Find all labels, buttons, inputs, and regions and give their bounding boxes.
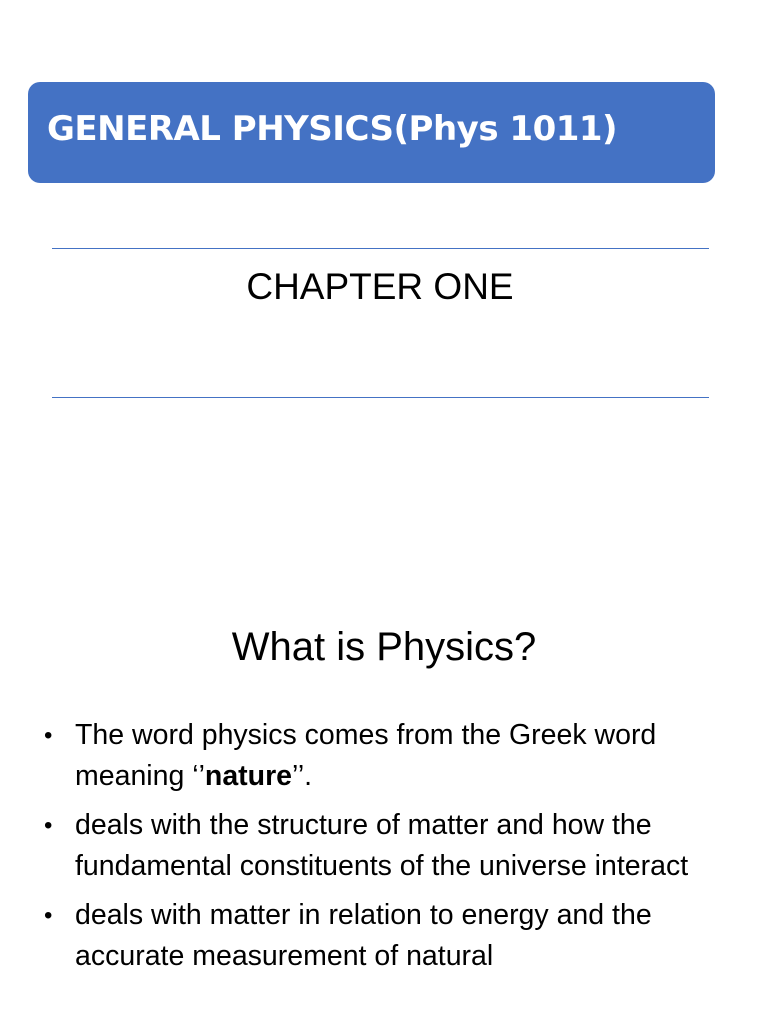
bullet-item	[40, 895, 740, 977]
bullet-text-before: The word physics comes from the Greek word meaning ‘’	[75, 719, 657, 792]
bullet-text-after: ’’.	[292, 760, 313, 792]
title-banner	[28, 82, 715, 183]
bullet-item	[40, 805, 740, 887]
chapter-title: CHAPTER ONE	[246, 266, 514, 307]
bullet-marker: •	[44, 812, 53, 839]
bullet-text-bold: nature	[204, 760, 293, 792]
bullet-text: deals with matter in relation to energy and the accurate measurement of natural	[75, 899, 652, 972]
top-divider	[52, 248, 709, 249]
bullet-text: deals with the structure of matter and how the fundamental constituents of the universe interact	[75, 809, 689, 882]
course-title: GENERAL PHYSICS(Phys 1011)	[47, 109, 618, 149]
bullet-item	[40, 715, 740, 797]
bottom-divider	[52, 397, 709, 398]
bullet-list	[40, 715, 740, 985]
bullet-marker: •	[44, 722, 53, 749]
bullet-marker: •	[44, 902, 53, 929]
section-heading: What is Physics?	[231, 625, 537, 669]
